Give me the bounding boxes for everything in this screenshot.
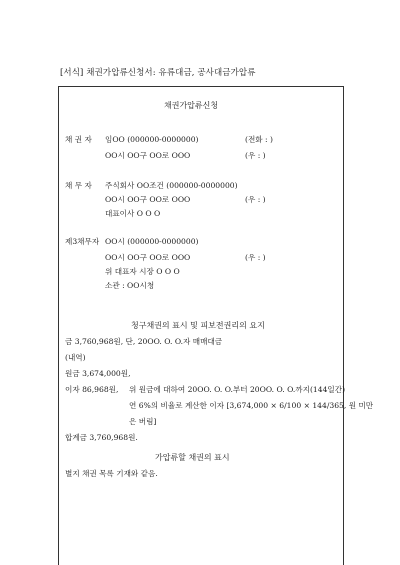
- debtor-postal: (우 : ): [245, 195, 266, 204]
- third-debtor-representative: 위 대표자 시장 O O O: [105, 267, 180, 276]
- creditor-label: 채 권 자: [65, 135, 92, 144]
- claim-interest-label: 이자 86,968원,: [65, 385, 119, 394]
- claim-total-line: 금 3,760,968원, 단, 20OO. O. O.자 매매대금: [65, 337, 223, 346]
- debtor-address: OO시 OO구 OO로 OOO: [105, 195, 191, 204]
- seizure-section-body: 별지 채권 목록 기재와 같음.: [65, 469, 158, 478]
- claim-sum-line: 합계금 3,760,968원.: [65, 433, 138, 442]
- claim-section-title: 청구채권의 표시 및 피보전권리의 요지: [131, 321, 265, 330]
- claim-interest-desc-2: 연 6%의 비율로 계산한 이자 [3,674,000 × 6/100 × 144/365, 원 미만: [129, 401, 374, 410]
- debtor-company: 주식회사 OO조건 (000000-0000000): [105, 181, 238, 190]
- claim-breakdown-label: (내역): [65, 353, 86, 362]
- claim-principal: 원금 3,674,000원,: [65, 369, 131, 378]
- creditor-name: 임OO (000000-0000000): [105, 135, 199, 144]
- third-debtor-office: 소관 : OO시청: [105, 281, 155, 290]
- third-debtor-address: OO시 OO구 OO로 OOO: [105, 253, 191, 262]
- creditor-phone: (전화 : ): [245, 135, 273, 144]
- application-form: [58, 86, 374, 565]
- claim-interest-desc-3: 은 버림]: [129, 417, 157, 426]
- third-debtor-postal: (우 : ): [245, 253, 266, 262]
- creditor-address: OO시 OO구 OO로 OOO: [105, 151, 191, 160]
- seizure-section-title: 가압류할 채권의 표시: [155, 453, 230, 462]
- debtor-representative: 대표이사 O O O: [105, 209, 161, 218]
- third-debtor-label: 제3채무자: [65, 237, 100, 246]
- claim-interest-desc-1: 위 원금에 대하여 20OO. O. O.부터 20OO. O. O.까지(144일간): [129, 385, 346, 394]
- document-header: [서식] 채권가압류신청서: 유류대금, 공사대금가압류: [60, 68, 256, 78]
- form-title: 채권가압류신청: [164, 101, 219, 110]
- debtor-label: 채 무 자: [65, 181, 92, 190]
- creditor-postal: (우 : ): [245, 151, 266, 160]
- third-debtor-name: OO시 (000000-0000000): [105, 237, 199, 246]
